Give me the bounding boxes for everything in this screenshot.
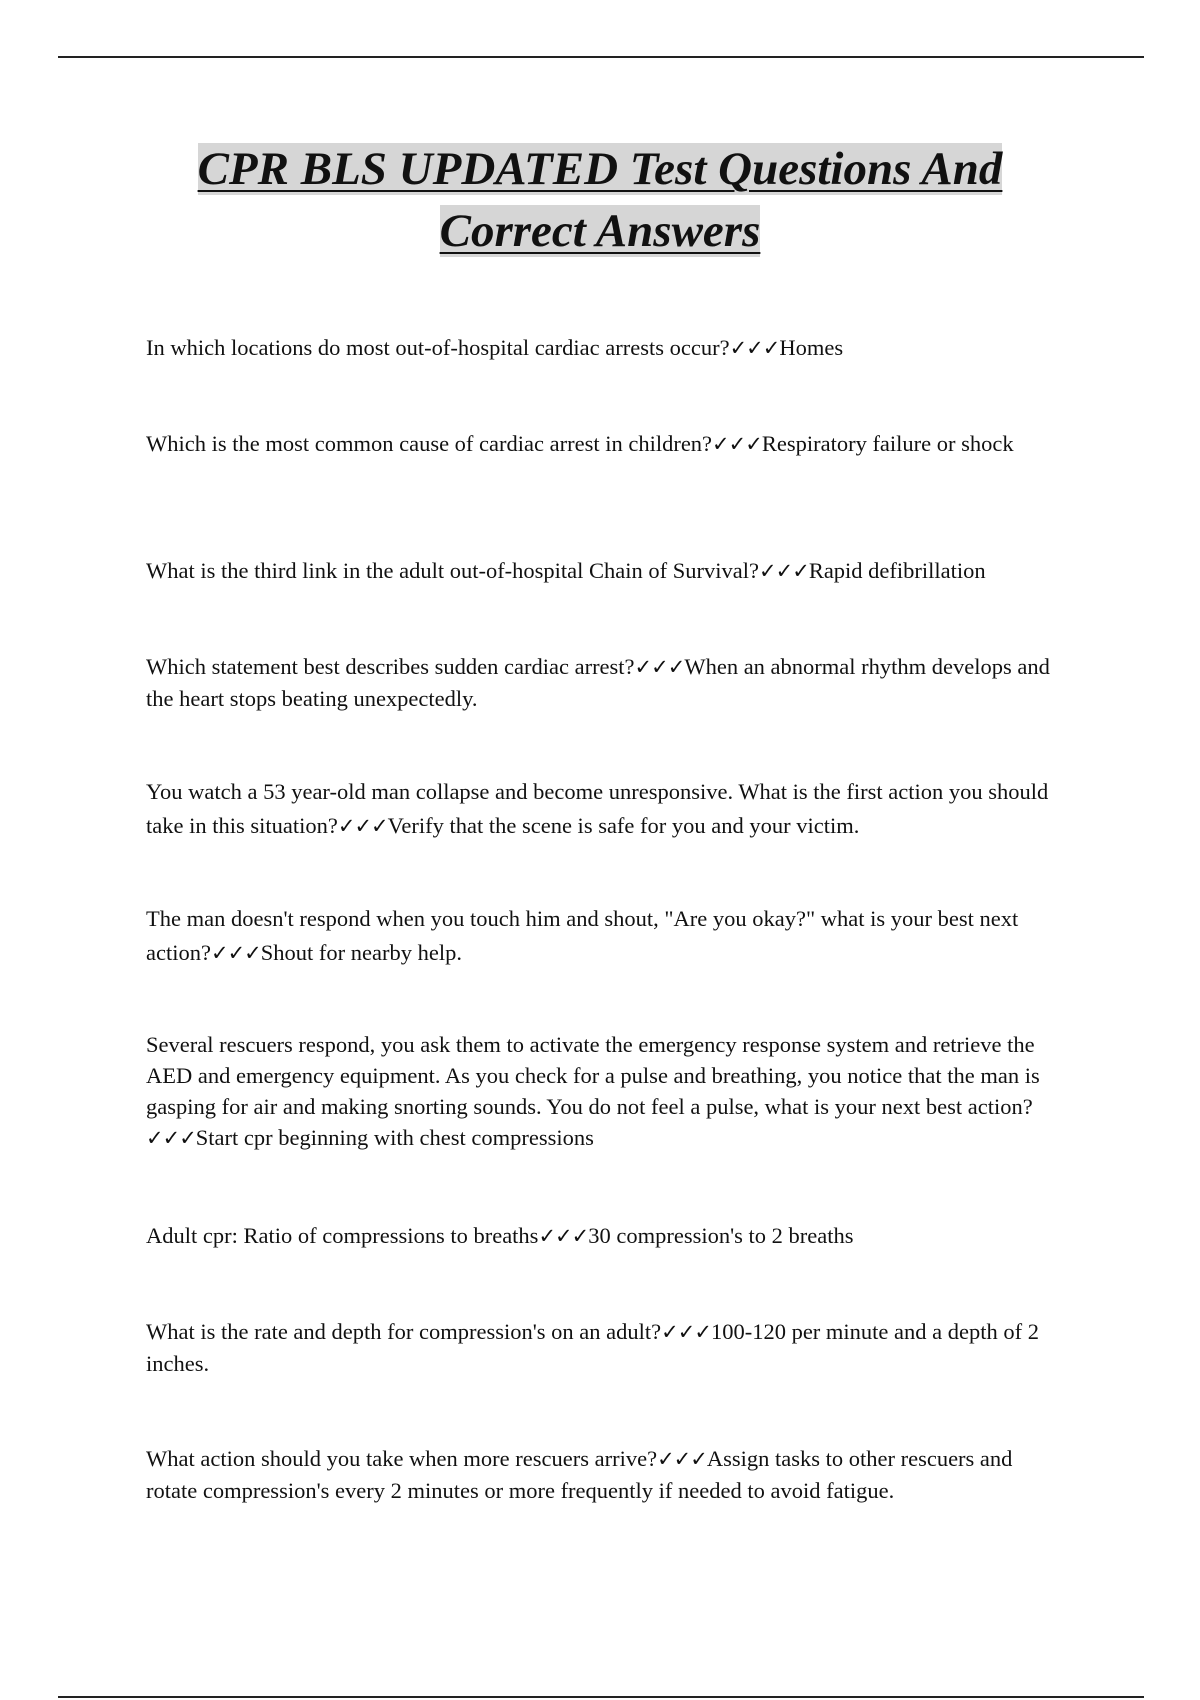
checkmark-icon: ✓✓✓: [538, 1224, 589, 1248]
question-text: What is the rate and depth for compression's on an adult?: [146, 1319, 662, 1344]
checkmark-icon: ✓✓✓: [337, 814, 388, 838]
checkmark-icon: ✓✓✓: [759, 559, 809, 583]
checkmark-icon: ✓✓✓: [210, 941, 261, 965]
title-line-1: CPR BLS UPDATED Test Questions And: [197, 143, 1003, 195]
question-text: What is the third link in the adult out-of-hospital Chain of Survival?: [146, 558, 760, 583]
question-text: The man doesn't respond when you touch him and shout, "Are you okay?" what is your best next action?: [146, 906, 1019, 965]
answer-text: Verify that the scene is safe for you and your victim.: [387, 813, 860, 838]
answer-text: Assign tasks to other rescuers and rotate compression's every 2 minutes or more frequently if needed to avoid fatigue.: [146, 1446, 1013, 1503]
question-text: You watch a 53 year-old man collapse and become unresponsive. What is the first action you should take in this situation?: [146, 779, 1049, 838]
checkmark-icon: ✓✓✓: [661, 1320, 711, 1344]
checkmark-icon: ✓✓✓: [729, 336, 780, 360]
question-text: Which is the most common cause of cardiac arrest in children?: [146, 431, 713, 456]
checkmark-icon: ✓✓✓: [712, 432, 762, 456]
qa-item-10: [146, 1443, 1066, 1506]
qa-item-1: [146, 332, 1066, 364]
answer-text: Homes: [779, 335, 844, 360]
answer-text: When an abnormal rhythm develops and the heart stops beating unexpectedly.: [146, 654, 1050, 711]
question-text: Several rescuers respond, you ask them to activate the emergency response system and retrieve the AED and emergency equipment. As you check for a pulse and breathing, you notice that the man is gasping for air and making snorting sounds. You do not feel a pulse, what is your next best action?: [146, 1032, 1040, 1119]
qa-item-3: [146, 555, 1066, 587]
title-line-2: Correct Answers: [439, 205, 761, 257]
qa-item-5: [146, 775, 1066, 843]
answer-text: Respiratory failure or shock: [761, 431, 1014, 456]
checkmark-icon: ✓✓✓: [657, 1447, 707, 1471]
qa-item-4: [146, 651, 1066, 714]
checkmark-icon: ✓✓✓: [634, 655, 685, 679]
answer-text: Start cpr beginning with chest compressions: [195, 1125, 594, 1150]
qa-item-9: [146, 1316, 1066, 1379]
qa-item-2: [146, 428, 1066, 460]
question-text: In which locations do most out-of-hospital cardiac arrests occur?: [146, 335, 730, 360]
checkmark-icon: ✓✓✓: [146, 1126, 196, 1150]
question-text: Adult cpr: Ratio of compressions to breaths: [146, 1223, 539, 1248]
qa-item-6: [146, 902, 1066, 970]
top-rule: [58, 56, 1144, 58]
question-text: What action should you take when more rescuers arrive?: [146, 1446, 658, 1471]
answer-text: 30 compression's to 2 breaths: [588, 1223, 854, 1248]
answer-text: Shout for nearby help.: [260, 940, 462, 965]
question-text: Which statement best describes sudden cardiac arrest?: [146, 654, 635, 679]
answer-text: 100-120 per minute and a depth of 2 inches.: [146, 1319, 1039, 1376]
qa-item-8: [146, 1220, 1066, 1252]
qa-item-7: [146, 1029, 1066, 1154]
bottom-rule: [58, 1696, 1144, 1698]
page-title: [80, 138, 1120, 262]
answer-text: Rapid defibrillation: [808, 558, 986, 583]
